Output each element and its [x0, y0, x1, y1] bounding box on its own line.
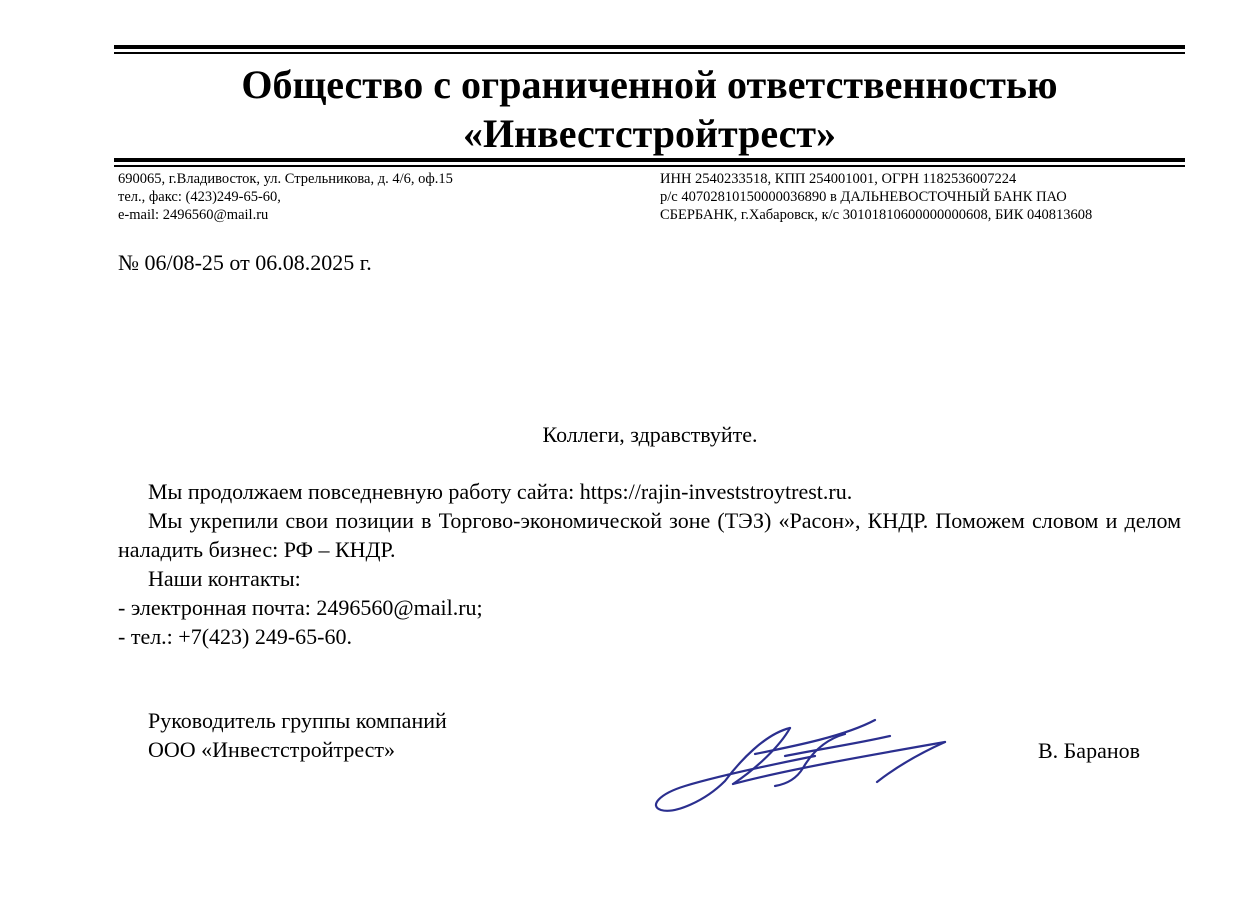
bank-details-block: [660, 170, 1092, 224]
company-title-line1: Общество с ограниченной ответственностью: [241, 62, 1058, 107]
tax-ids-line: ИНН 2540233518, КПП 254001001, ОГРН 1182536007224: [660, 171, 1017, 187]
phone-line: тел., факс: (423)249-65-60,: [118, 189, 281, 205]
company-title-line2: «Инвестстройтрест»: [462, 111, 837, 156]
signatory-position-line2: ООО «Инвестстройтрест»: [148, 737, 396, 762]
letter-body: [118, 477, 1181, 651]
signatory-position: [148, 706, 447, 764]
signatory-name: В. Баранов: [1038, 738, 1140, 763]
handwritten-signature: [645, 706, 955, 826]
paragraph-contacts-heading: Наши контакты:: [148, 566, 301, 591]
paragraph-website: Мы продолжаем повседневную работу сайта: https://rajin-investstroytrest.ru.: [148, 479, 853, 504]
bank-info-line: СБЕРБАНК, г.Хабаровск, к/с 30101810600000000608, БИК 040813608: [660, 207, 1093, 223]
contact-email: - электронная почта: 2496560@mail.ru;: [118, 595, 483, 620]
contact-phone: - тел.: +7(423) 249-65-60.: [118, 624, 353, 649]
bottom-rule-thin: [114, 165, 1185, 167]
email-line: e-mail: 2496560@mail.ru: [118, 207, 269, 223]
company-address-block: [118, 170, 453, 224]
paragraph-position: Мы укрепили свои позиции в Торгово-экономической зоне (ТЭЗ) «Расон», КНДР. Поможем словом и делом наладить бизнес: РФ – КНДР.: [118, 508, 1181, 562]
top-rule-thick: [114, 45, 1185, 49]
bank-account-line: р/с 40702810150000036890 в ДАЛЬНЕВОСТОЧНЫЙ БАНК ПАО: [660, 189, 1067, 205]
signatory-position-line1: Руководитель группы компаний: [148, 708, 447, 733]
bottom-rule-thick: [114, 158, 1185, 162]
address-line: 690065, г.Владивосток, ул. Стрельникова, д. 4/6, оф.15: [118, 171, 453, 187]
greeting: Коллеги, здравствуйте.: [542, 422, 758, 447]
document-number: № 06/08-25 от 06.08.2025 г.: [118, 250, 372, 275]
top-rule-thin: [114, 52, 1185, 54]
